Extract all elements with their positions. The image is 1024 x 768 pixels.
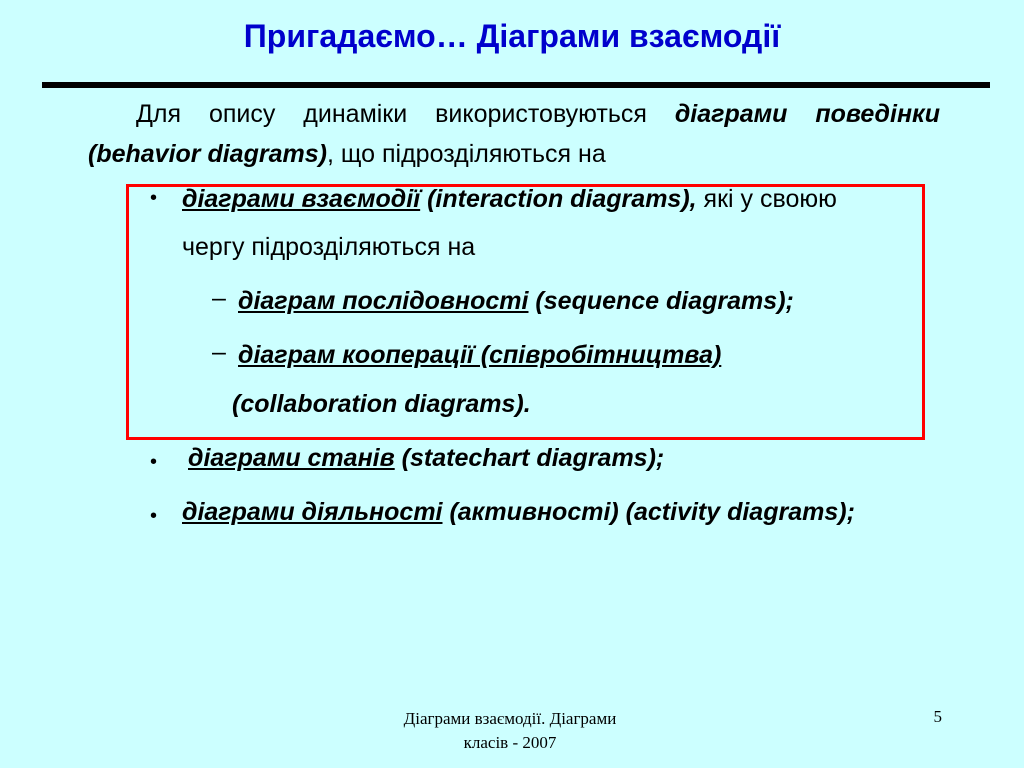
intro-paragraph xyxy=(88,94,940,174)
interaction-term: діаграми взаємодії xyxy=(182,185,421,213)
slide-title: Пригадаємо… Діаграми взаємодії xyxy=(243,18,781,54)
activity-english: (активності) (activity diagrams); xyxy=(442,498,855,526)
statechart-diagrams-item xyxy=(188,434,664,482)
bullet-icon: • xyxy=(150,187,158,209)
page-number: 5 xyxy=(933,707,942,726)
interaction-diagrams-item xyxy=(182,175,902,271)
collaboration-diagrams-item xyxy=(238,331,721,379)
statechart-english: (statechart diagrams); xyxy=(394,444,665,472)
intro-tail: , що підрозділяються на xyxy=(326,140,606,168)
interaction-tail: які у своюю чергу підрозділяються на xyxy=(182,185,837,261)
footer-line-2: класів - 2007 xyxy=(463,733,557,752)
title-divider xyxy=(42,82,990,88)
bullet-icon: • xyxy=(150,505,158,527)
dash-icon: – xyxy=(212,338,226,366)
dash-icon: – xyxy=(212,284,226,312)
slide-footer xyxy=(380,707,640,755)
sequence-english: (sequence diagrams); xyxy=(528,287,794,315)
activity-diagrams-item xyxy=(182,488,940,536)
interaction-english: (interaction diagrams), xyxy=(420,185,697,213)
behavior-diagrams-term: діаграми поведінки (behavior diagrams) xyxy=(88,100,940,168)
collaboration-english: (collaboration diagrams). xyxy=(232,390,531,418)
intro-text: Для опису динаміки використовуються xyxy=(136,100,647,128)
footer-line-1: Діаграми взаємодії. Діаграми xyxy=(403,709,617,728)
sequence-diagrams-item xyxy=(238,277,794,325)
sequence-term: діаграм послідовності xyxy=(238,287,529,315)
activity-term: діаграми діяльності xyxy=(182,498,443,526)
collaboration-term: діаграм кооперації (співробітництва) xyxy=(238,341,722,369)
bullet-icon: • xyxy=(150,451,158,473)
statechart-term: діаграми станів xyxy=(188,444,395,472)
